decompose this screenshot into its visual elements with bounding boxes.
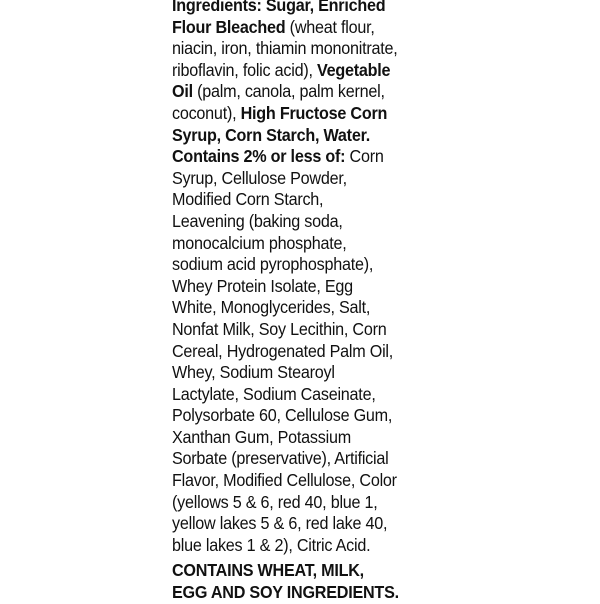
allergen-statement	[172, 560, 416, 603]
ingredient-line	[172, 427, 416, 449]
ingredient-text: Syrup, Cellulose Powder,	[172, 167, 347, 188]
ingredient-text: White, Monoglycerides, Salt,	[172, 297, 371, 318]
ingredient-text: (wheat flour,	[285, 16, 375, 37]
ingredient-text: Lactylate, Sodium Caseinate,	[172, 383, 376, 404]
ingredient-line	[172, 297, 416, 319]
ingredient-text: Sorbate (preservative), Artificial	[172, 448, 389, 469]
ingredient-line	[172, 60, 416, 82]
ingredient-line	[172, 254, 416, 276]
ingredient-bold-text: Contains 2% or less of:	[172, 146, 346, 167]
ingredient-bold-text: Vegetable	[316, 59, 391, 80]
ingredient-text: Whey, Sodium Stearoyl	[172, 362, 335, 383]
ingredient-line	[172, 125, 416, 147]
ingredient-text: monocalcium phosphate,	[172, 232, 347, 253]
ingredient-text: coconut),	[172, 102, 241, 123]
ingredient-line	[172, 233, 416, 255]
ingredient-text: Whey Protein Isolate, Egg	[172, 275, 353, 296]
ingredient-text: Cereal, Hydrogenated Palm Oil,	[172, 340, 394, 361]
ingredient-line	[172, 535, 416, 557]
ingredient-text: Polysorbate 60, Cellulose Gum,	[172, 405, 393, 426]
ingredient-line	[172, 492, 416, 514]
ingredient-text: Xanthan Gum, Potassium	[172, 426, 351, 447]
ingredient-line	[172, 211, 416, 233]
ingredient-line	[172, 168, 416, 190]
ingredient-line	[172, 341, 416, 363]
ingredient-label	[172, 0, 416, 604]
ingredient-line	[172, 189, 416, 211]
ingredient-line	[172, 448, 416, 470]
ingredient-bold-text: Flour Bleached	[172, 16, 286, 37]
ingredient-text: Flavor, Modified Cellulose, Color	[172, 470, 397, 491]
ingredient-line	[172, 513, 416, 535]
ingredient-line	[172, 276, 416, 298]
ingredient-text: (palm, canola, palm kernel,	[192, 81, 385, 102]
ingredient-text: (yellows 5 & 6, red 40, blue 1,	[172, 491, 378, 512]
ingredient-text: riboflavin, folic acid),	[172, 59, 317, 80]
ingredient-line	[172, 146, 416, 168]
ingredient-line	[172, 81, 416, 103]
ingredient-line	[172, 103, 416, 125]
ingredient-line	[172, 0, 416, 17]
ingredient-text: blue lakes 1 & 2), Citric Acid.	[172, 534, 371, 555]
ingredient-text: Modified Corn Starch,	[172, 189, 324, 210]
ingredient-line	[172, 384, 416, 406]
ingredient-line	[172, 470, 416, 492]
ingredient-text: Corn	[345, 146, 384, 167]
ingredient-text: sodium acid pyrophosphate),	[172, 254, 374, 275]
ingredient-line	[172, 405, 416, 427]
ingredient-line	[172, 17, 416, 39]
ingredient-bold-text: Ingredients: Sugar, Enriched	[172, 0, 386, 15]
ingredients-list	[172, 0, 416, 556]
allergen-line: CONTAINS WHEAT, MILK,	[172, 560, 364, 581]
ingredient-text: yellow lakes 5 & 6, red lake 40,	[172, 513, 388, 534]
ingredient-line	[172, 319, 416, 341]
ingredient-bold-text: High Fructose Corn	[240, 102, 388, 123]
ingredient-bold-text: Syrup, Corn Starch, Water.	[172, 124, 370, 145]
ingredient-text: Leavening (baking soda,	[172, 210, 343, 231]
ingredient-text: niacin, iron, thiamin mononitrate,	[172, 38, 398, 59]
ingredient-line	[172, 38, 416, 60]
ingredient-line	[172, 362, 416, 384]
allergen-line: EGG AND SOY INGREDIENTS.	[172, 582, 399, 603]
ingredient-text: Nonfat Milk, Soy Lecithin, Corn	[172, 318, 387, 339]
ingredient-bold-text: Oil	[172, 81, 193, 102]
